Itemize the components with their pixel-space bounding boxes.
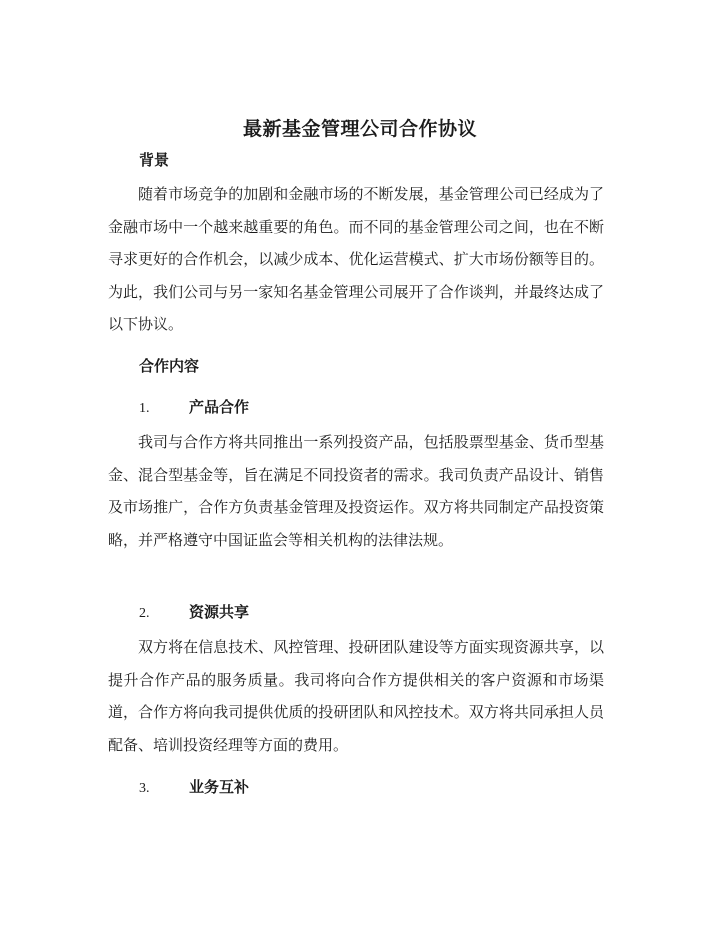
background-paragraph: 随着市场竞争的加剧和金融市场的不断发展，基金管理公司已经成为了金融市场中一个越来越重要的角色。而不同的基金管理公司之间，也在不断寻求更好的合作机会，以减少成本、优化运营模式、扩大市场份额等目的。为此，我们公司与另一家知名基金管理公司展开了合作谈判，并最终达成了以下协议。 bbox=[108, 185, 604, 333]
section-title: 产品合作 bbox=[189, 398, 250, 416]
section-number: 3. bbox=[139, 781, 150, 796]
document-title: 最新基金管理公司合作协议 bbox=[242, 118, 477, 140]
section-title: 资源共享 bbox=[189, 603, 250, 621]
content-heading: 合作内容 bbox=[139, 357, 200, 375]
section-paragraph-resources: 双方将在信息技术、风控管理、投研团队建设等方面实现资源共享，以提升合作产品的服务质量。我司将向合作方提供相关的客户资源和市场渠道，合作方将向我司提供优质的投研团队和风控技术。双方将共同承担人员配备、培训投资经理等方面的费用。 bbox=[108, 638, 604, 754]
section-title: 业务互补 bbox=[189, 778, 250, 796]
section-heading-business bbox=[139, 776, 249, 797]
section-paragraph-product: 我司与合作方将共同推出一系列投资产品，包括股票型基金、货币型基金、混合型基金等，旨在满足不同投资者的需求。我司负责产品设计、销售及市场推广，合作方负责基金管理及投资运作。双方将共同制定产品投资策略，并严格遵守中国证监会等相关机构的法律法规。 bbox=[108, 433, 604, 549]
section-heading-product bbox=[139, 396, 249, 417]
section-number: 2. bbox=[139, 606, 150, 621]
background-heading: 背景 bbox=[139, 151, 170, 169]
section-heading-resources bbox=[139, 601, 249, 622]
section-number: 1. bbox=[139, 401, 150, 416]
